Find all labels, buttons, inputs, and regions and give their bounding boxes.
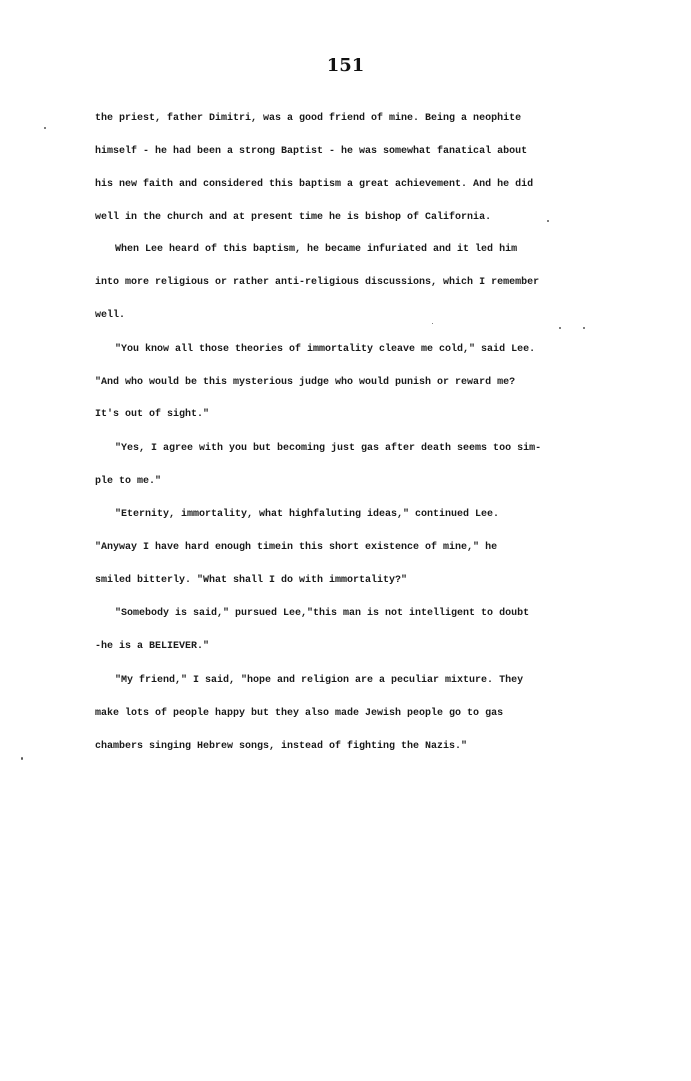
text-line: the priest, father Dimitri, was a good friend of mine. Being a neophite	[95, 113, 522, 124]
text-line: well in the church and at present time he is bishop of California.	[95, 212, 492, 223]
text-line: -he is a BELIEVER."	[95, 641, 210, 652]
text-line: well.	[95, 310, 126, 321]
scan-speck	[547, 220, 549, 222]
text-line: "Eternity, immortality, what highfaluting ideas," continued Lee.	[115, 509, 500, 520]
text-line: himself - he had been a strong Baptist - he was somewhat fanatical about	[95, 146, 528, 157]
text-line: chambers singing Hebrew songs, instead of fighting the Nazis."	[95, 741, 468, 752]
page-number: 151	[326, 55, 365, 76]
text-line: make lots of people happy but they also made Jewish people go to gas	[95, 708, 504, 719]
scan-speck	[432, 323, 433, 324]
text-line: "And who would be this mysterious judge who would punish or reward me?	[95, 377, 516, 388]
text-line: "My friend," I said, "hope and religion are a peculiar mixture. They	[115, 675, 524, 686]
scan-speck	[21, 757, 23, 760]
scan-speck	[583, 327, 585, 329]
text-line: "Anyway I have hard enough timein this short existence of mine," he	[95, 542, 498, 553]
text-line: ple to me."	[95, 476, 162, 487]
text-line: smiled bitterly. "What shall I do with immortality?"	[95, 575, 408, 586]
scan-speck	[559, 327, 561, 329]
text-line: his new faith and considered this baptism a great achievement. And he did	[95, 179, 534, 190]
text-line: When Lee heard of this baptism, he became infuriated and it led him	[115, 244, 518, 255]
text-line: "You know all those theories of immortality cleave me cold," said Lee.	[115, 344, 536, 355]
text-line: into more religious or rather anti-religious discussions, which I remember	[95, 277, 540, 288]
scan-speck	[44, 127, 46, 129]
text-line: "Somebody is said," pursued Lee,"this man is not intelligent to doubt	[115, 608, 530, 619]
text-line: It's out of sight."	[95, 409, 210, 420]
text-line: "Yes, I agree with you but becoming just gas after death seems too sim-	[115, 443, 542, 454]
